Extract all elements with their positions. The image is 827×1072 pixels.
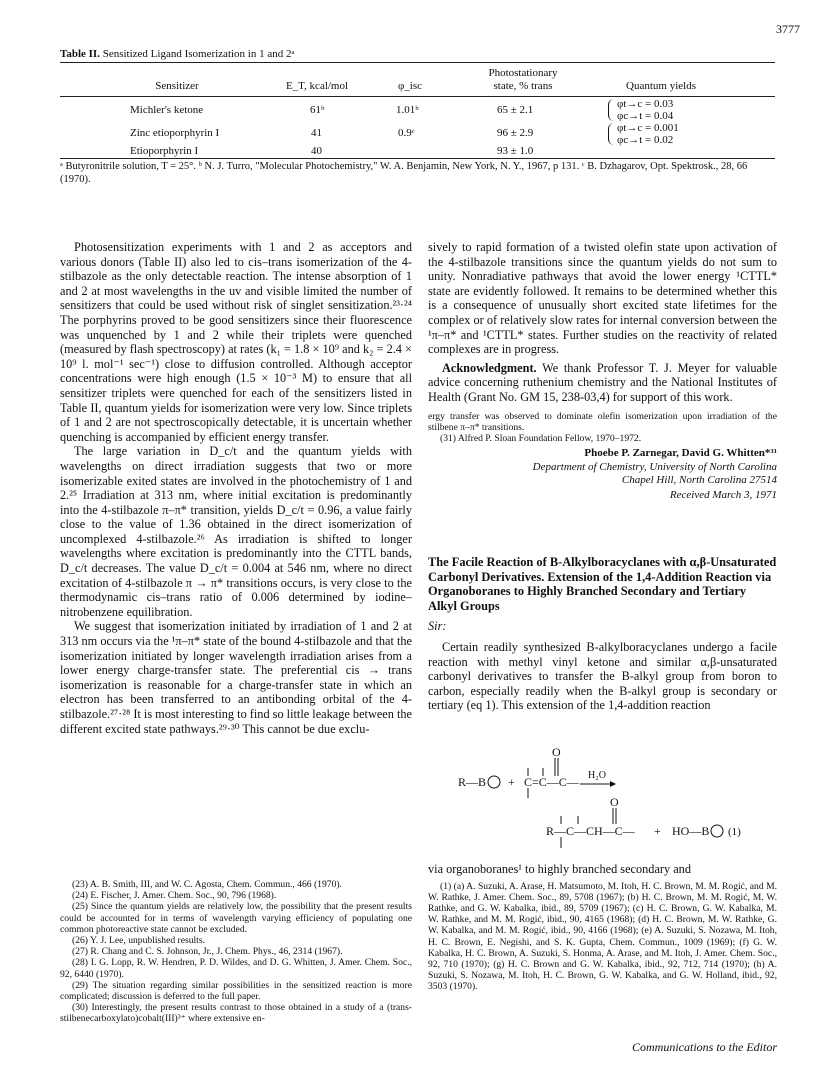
cell-pss: 96 ± 2.9 (497, 127, 534, 139)
header-phi: φ_isc (397, 80, 423, 92)
header-pss-line1: Photostationary (488, 67, 558, 79)
body-paragraph: We suggest that isomerization initiated by irradiation of 1 and 2 at 313 nm occurs via the ¹π–π* state of the bound 4-stilbazole and that the isomerization initiated by longer wavelength irradiation arises from a lower energy charge-transfer state. The preferential cis → trans isomerization is reasonable for a charge-transfer state in which an electron has been transferred to an antibonding orbital of the 4-stilbazole.²⁷·²⁸ It is most interesting to find so little leakage between the different excited state pathways.²⁹·³⁰ This cannot be due exclu- (60, 619, 412, 736)
acknowledgment-label: Acknowledgment. (442, 360, 537, 375)
reference: (29) The situation regarding similar possibilities in the sensitized reaction is more complicated; discussion is deferred to the full paper. (60, 979, 412, 1003)
reference: (23) A. B. Smith, III, and W. C. Agosta, Chem. Commun., 466 (1970). (72, 879, 342, 890)
quantum-yield-group (608, 123, 679, 146)
header-pss-line2: state, % trans (493, 80, 553, 92)
table-title: Sensitized Ligand Isomerization in 1 and 2ᵃ (102, 48, 295, 60)
table-footnote: ᵃ Butyronitrile solution, T = 25°. ᵇ N. J. Turro, "Molecular Photochemistry," W. A. Benjamin, New York, N. Y., 1967, p 131. ᶜ B. Dzhagarov, Opt. Spektrosk., 28, 66 (1970). (60, 161, 748, 185)
acknowledgment-text: We thank Professor T. J. Meyer for valuable advice concerning ruthenium chemistry and the National Institutes of Health (Grant No. GM 15, 238-03,4) for support of this work. (428, 360, 777, 404)
reference: (27) R. Chang and C. S. Johnson, Jr., J. Chem. Phys., 46, 2314 (1967). (72, 946, 343, 958)
header-sensitizer: Sensitizer (155, 80, 199, 92)
salutation: Sir: (428, 619, 447, 634)
reference: (31) Alfred P. Sloan Foundation Fellow, 1970–1972. (440, 432, 642, 444)
brace (608, 99, 614, 121)
right-column-article (428, 555, 777, 713)
reference: (26) Y. J. Lee, unpublished results. (72, 935, 205, 947)
body-paragraph: Photosensitization experiments with 1 and 2 as acceptors and various donors (Table II) also led to cis–trans isomerization of the 4-stilbazole as the only detectable reaction. The intense absorption of 1 and 2 at most wavelengths in the uv and visible limited the number of sensitizers that could be used without risk of singlet sensitization.²³·²⁴ The porphyrins proved to be good sensitizers since their fluorescence was unquenched by 1 and 2 while their triplets were quenched (measured by flash spectroscopy) at rates (k₁ = 1.8 × 10⁹ and k₂ = 2.4 × 10⁹ l. mol⁻¹ sec⁻¹) close to diffusion controlled. Although acceptor concentrations were high enough (1.5 × 10⁻³ M) to ensure that all sensitizer triplets were quenched for each of the sensitizers listed in Table II, quantum yields for isomerization were very low. Since triplets of 1 and 2 are not spectroscopically detectable, it is uncertain whether quenching is accompanied by efficient energy transfer. (60, 240, 412, 444)
cell-et: 41 (311, 127, 322, 139)
cell-sensitizer: Michler's ketone (130, 104, 204, 116)
quantum-yield: φt→c = 0.001 (617, 122, 679, 134)
quantum-yield: φt→c = 0.03 (617, 98, 674, 110)
cell-et: 40 (311, 145, 322, 157)
scheme-product: R—C—CH—C— (546, 824, 635, 838)
cell-sensitizer: Zinc etioporphyrin I (130, 127, 220, 139)
header-quantum-yields: Quantum yields (626, 80, 696, 92)
scheme-reactant: R—B (458, 775, 487, 789)
authors: Phoebe P. Zarnegar, David G. Whitten*³¹ (584, 447, 777, 460)
right-references (428, 881, 777, 993)
quantum-yield: φc→t = 0.04 (617, 109, 674, 122)
table-caption (60, 48, 295, 60)
table-label: Table II. (60, 48, 100, 60)
scheme-plus: + (508, 775, 515, 789)
right-column-bottom (428, 862, 777, 993)
table-bottom-rule (60, 158, 775, 159)
quantum-yield: φc→t = 0.02 (617, 133, 674, 146)
cell-pss: 93 ± 1.0 (497, 145, 534, 157)
scheme-oxygen: O (610, 795, 619, 809)
acknowledgment (428, 361, 777, 405)
cell-sensitizer: Etioporphyrin I (130, 145, 199, 157)
page-number: 3777 (776, 22, 800, 36)
reference: (30) Interestingly, the present results contrast to those obtained in a study of a (trans-stilbenecarboxylato)cobalt(III)³⁺ where extensive en- (60, 1002, 412, 1025)
reaction-scheme (428, 745, 777, 860)
reference: ergy transfer was observed to dominate olefin isomerization upon irradiation of the stilbene π–π* transitions. (428, 410, 777, 433)
cell-et: 61ᵇ (310, 104, 325, 116)
scheme-enone: C=C—C— (524, 775, 579, 789)
reference: (25) Since the quantum yields are relatively low, the possibility that the present results could be accounted for in terms of wavelength varying efficiency of populating one common photoreactive state cannot be excluded. (60, 901, 412, 935)
scheme-reagent: H₂O (588, 770, 606, 781)
body-paragraph: via organoboranes¹ to highly branched secondary and (428, 862, 691, 876)
reference: (24) E. Fischer, J. Amer. Chem. Soc., 90, 796 (1968). (72, 890, 277, 902)
left-references (60, 879, 412, 1025)
right-references-top (428, 411, 777, 445)
scheme-oxygen: O (552, 745, 561, 759)
reference: (28) I. G. Lopp, R. W. Hendren, P. D. Wildes, and D. G. Whitten, J. Amer. Chem. Soc., 92, 6440 (1970). (60, 957, 412, 980)
table-header-rule (60, 96, 775, 97)
quantum-yield-group (608, 99, 673, 122)
boracyclane-ring (488, 776, 500, 788)
reference: (1) (a) A. Suzuki, A. Arase, H. Matsumoto, M. Itoh, H. C. Brown, M. M. Rogić, and M. W. Rathke, J. Amer. Chem. Soc., 89, 5708 (1967); (b) H. C. Brown, M. M. Rogić, M. W. Rathke, and G. W. Kabalka, ibid., 89, 5709 (1967); (c) H. C. Brown, G. W. Kabalka, M. W. Rathke, and M. M. Rogić, ibid., 90, 4165 (1968); (d) H. C. Brown, M. W. Rathke, G. W. Kabalka, and M. M. Rogić, ibid., 90, 4166 (1968); (e) A. Suzuki, S. Nozawa, M. Itoh, H. C. Brown, E. Negishi, and S. K. Gupta, Chem. Commun., 1009 (1969); (f) G. W. Kabalka, H. C. Brown, A. Suzuki, S. Honma, A. Arase, and M. Itoh, J. Amer. Chem. Soc., 92, 710 (1970); (g) H. C. Brown and G. W. Kabalka, ibid., 92, 712, 714 (1970); (h) A. Suzuki, S. Nozawa, M. Itoh, H. C. Brown, G. W. Kabalka, and G. W. Holland, ibid., 92, 3503 (1970). (428, 880, 777, 993)
table-top-rule (60, 62, 775, 63)
received-date: Received March 3, 1971 (669, 488, 777, 501)
brace (608, 123, 614, 145)
scheme-plus: + (654, 824, 661, 838)
left-column (60, 240, 412, 736)
equation-label: (1) (728, 826, 741, 838)
arrow-head (610, 781, 616, 787)
affiliation: Department of Chemistry, University of North Carolina (532, 460, 777, 473)
article-title: The Facile Reaction of B-Alkylboracyclanes with α,β-Unsaturated Carbonyl Derivatives. Extension of the 1,4-Addition Reaction via Organoboranes to Highly Branched Secondary and Tertiary Alkyl Groups (428, 555, 777, 613)
header-et: E_T, kcal/mol (285, 80, 349, 92)
cell-phi: 0.9ᶜ (398, 127, 415, 139)
body-paragraph: The large variation in D_c/t and the quantum yields with wavelengths on direct irradiation suggests that two or more isomerizable exited states are involved in the photochemistry of 1 and 2.²⁵ Irradiation at 313 nm, where initial excitation is predominantly into the 4-stilbazole π–π* transition, yields D_c/t = 0.96, a value fairly close to the value of 1.36 obtained in the direct isomerization of uncomplexed 4-stilbazole.²⁶ As irradiation is shifted to longer wavelengths where excitation is predominantly into the CTTL bands, D_c/t decreases. The value D_c/t = 0.004 at 546 nm, where no direct excitation of 4-stilbazole π → π* transitions occurs, is very close to the thermodynamic cis–trans ratio of 0.006 determined by iodine–nitrobenzene equilibration. (60, 444, 412, 619)
body-paragraph: sively to rapid formation of a twisted olefin state upon activation of the 4-stilbazole transitions since the quantum yields do not sum to unity. Nonradiative pathways that avoid the lower energy ¹CTTL* state are evidently followed. It remains to be determined whether this is a consequence of unusually short excited state lifetimes for the complex or of relatively slow rates for internal conversion between the ¹π–π* and ¹CTTL* states. Further studies on the reactivity of related complexes are in progress. (428, 240, 777, 357)
cell-phi: 1.01ᵇ (396, 104, 419, 116)
affiliation-city: Chapel Hill, North Carolina 27514 (621, 473, 777, 486)
cell-pss: 65 ± 2.1 (497, 104, 534, 116)
body-paragraph: Certain readily synthesized B-alkylboracyclanes undergo a facile reaction with methyl vinyl ketone and similar α,β-unsaturated carbonyl derivatives to transfer the B-alkyl group from boron to carbon, especially readily when the B-alkyl group is secondary or tertiary (eq 1). This extension of the 1,4-addition reaction (428, 639, 777, 713)
scheme-byproduct: HO—B (672, 824, 710, 838)
page-footer: Communications to the Editor (632, 1040, 777, 1054)
boracyclane-ring (711, 825, 723, 837)
right-column-top (428, 240, 777, 502)
